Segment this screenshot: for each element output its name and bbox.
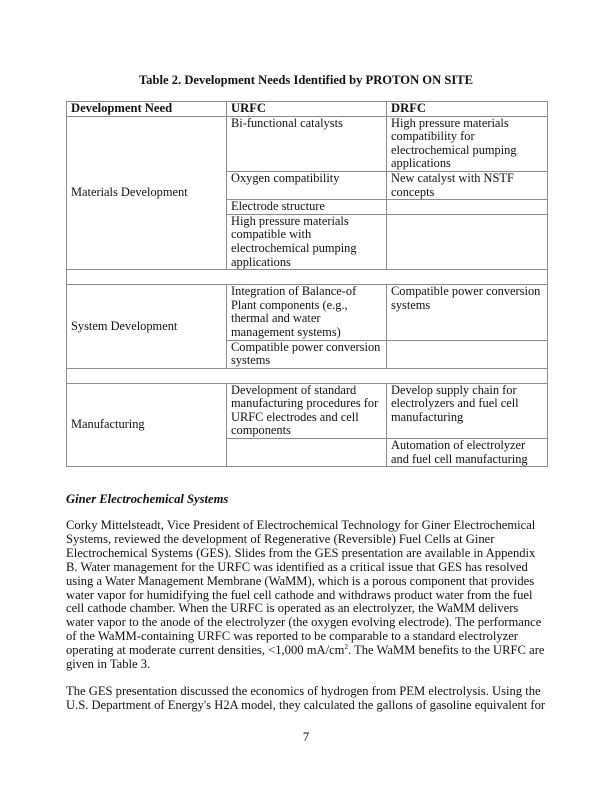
body-paragraph xyxy=(66,519,548,672)
section-heading: Giner Electrochemical Systems xyxy=(66,492,229,506)
need-cell: Manufacturing xyxy=(67,383,227,467)
spacer-row xyxy=(67,368,548,383)
header-urfc: URFC xyxy=(227,102,387,117)
urfc-cell: Oxygen compatibility xyxy=(227,171,387,199)
body-paragraph: The GES presentation discussed the economics of hydrogen from PEM electrolysis. Using the U.S. Department of Energy's H2A model, they calculated the gallons of gasoline equivalent for xyxy=(66,684,546,712)
drfc-cell: Develop supply chain for electrolyzers and fuel cell manufacturing xyxy=(387,383,548,438)
urfc-cell: Development of standard manufacturing procedures for URFC electrodes and cell components xyxy=(227,383,387,438)
urfc-cell: Integration of Balance-of Plant components (e.g., thermal and water management systems) xyxy=(227,285,387,340)
drfc-cell xyxy=(387,214,548,269)
drfc-cell: New catalyst with NSTF concepts xyxy=(387,171,548,199)
development-needs-table xyxy=(66,101,548,467)
table-row xyxy=(67,116,548,171)
page-number: 7 xyxy=(302,730,310,744)
urfc-cell xyxy=(227,439,387,467)
table-header-row xyxy=(67,102,548,117)
table-row xyxy=(67,285,548,340)
drfc-cell xyxy=(387,200,548,215)
urfc-cell: Compatible power conversion systems xyxy=(227,340,387,368)
table-title: Table 2. Development Needs Identified by PROTON ON SITE xyxy=(138,73,474,87)
superscript: 2 xyxy=(344,642,348,651)
need-cell: Materials Development xyxy=(67,116,227,270)
paragraph-text: Corky Mittelsteadt, Vice President of Electrochemical Technology for Giner Electrochemical Systems, reviewed the development of Regenerative (Reversible) Fuel Cells at Giner Electrochemical Systems (GES). Slides from the GES presentation are available in Appendix B. Water management for the URFC was identified as a critical issue that GES has resolved using a Water Management Membrane (WaMM), which is a porous component that provides water vapor for humidifying the fuel cell cathode and withdraws product water from the fuel cell cathode chamber. When the URFC is operated as an electrolyzer, the WaMM delivers water vapor to the anode of the electrolyzer (the oxygen evolving electrode). The performance of the WaMM-containing URFC was reported to be comparable to a standard electrolyzer operating at moderate current densities, <1,000 mA/cm xyxy=(66,518,542,658)
drfc-cell: Automation of electrolyzer and fuel cell manufacturing xyxy=(387,439,548,467)
drfc-cell: High pressure materials compatibility for electrochemical pumping applications xyxy=(387,116,548,171)
header-development-need: Development Need xyxy=(67,102,227,117)
drfc-cell: Compatible power conversion systems xyxy=(387,285,548,340)
drfc-cell xyxy=(387,340,548,368)
table-row xyxy=(67,383,548,438)
urfc-cell: Bi-functional catalysts xyxy=(227,116,387,171)
paragraph-text: . The WaMM benefits to the URFC are given in Table 3. xyxy=(66,643,545,672)
header-drfc: DRFC xyxy=(387,102,548,117)
urfc-cell: Electrode structure xyxy=(227,200,387,215)
spacer-row xyxy=(67,270,548,285)
urfc-cell: High pressure materials compatible with electrochemical pumping applications xyxy=(227,214,387,269)
need-cell: System Development xyxy=(67,285,227,369)
